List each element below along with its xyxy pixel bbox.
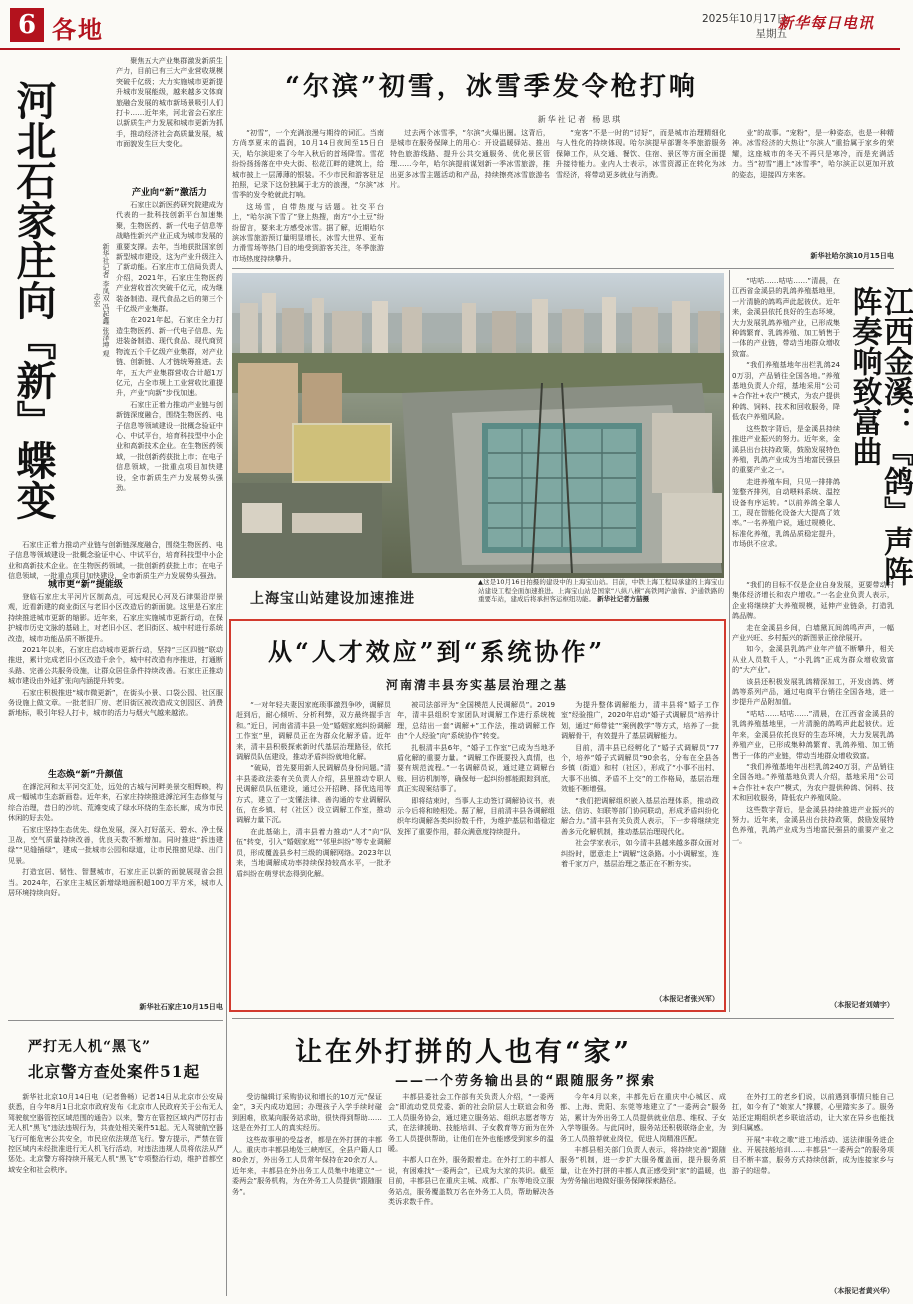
henan-paragraph: 被司法部评为“全国模范人民调解员”。2019年，清丰县组织专家团队对调解工作进行系统梳理，总结出一套“调解+”工作法，推动调解工作由“个人经验”向“系统协作”转变。	[397, 700, 555, 741]
harbin-headline: “尔滨”初雪，冰雪季发令枪打响	[285, 72, 698, 102]
henan-paragraph: “我们把调解组织嵌入基层治理体系，推动政法、信访、妇联等部门协同联动，形成矛盾纠纷化解合力。”清丰县有关负责人表示，下一步将继续完善多元化解机制，推动基层治理现代化。	[561, 795, 719, 836]
jiangxi-paragraph: 走在金溪县乡间，白墙黛瓦间鸽鸣声声，一幅产业兴旺、乡村振兴的新图景正徐徐展开。	[732, 622, 894, 643]
hebei-subhead-city: 城市更“新”提能级	[48, 580, 123, 590]
issue-date: 2025年10月17日	[702, 13, 787, 25]
henan-paragraph: “一对年轻夫妻因家庭琐事激烈争吵，调解员赶到后，耐心倾听、分析利弊，双方最终握手言和。”近日，河南省清丰县一处“婚姻家庭纠纷调解工作室”里，调解员正在为群众化解矛盾。近年来，清丰县积极探索新时代基层治理路径，依托调解员队伍建设，推动矛盾纠纷就地化解。	[236, 700, 391, 762]
hebei-paragraph: 在2021年起，石家庄全力打造生物医药、新一代电子信息、先进装备制造、现代食品、现代商贸物流五个千亿级产业集群，对产业链、创新链、人才链统筹推进。去年，五大产业集群营收合计超1万亿元，占全市规上工业营收比重提升，产业“向新”步伐加速。	[116, 315, 223, 398]
construction-photo	[232, 273, 724, 578]
drone-kicker: 严打无人机“黑飞”	[28, 1039, 152, 1055]
issue-weekday: 星期五	[755, 28, 787, 40]
henan-paragraph: 社会学家表示，如今清丰县越来越多群众面对纠纷时，愿意走上“调解”这条路。小小调解室，连着千家万户，基层治理之基正在不断夯实。	[561, 838, 719, 869]
hebei-body-1	[116, 200, 223, 540]
labor-paragraph: 在外打工的老乡们说，以前遇到事情只能自己扛，如今有了“娘家人”撑腰，心里踏实多了。服务站还定期组织老乡联谊活动，让大家在异乡也能找到归属感。	[732, 1092, 894, 1133]
jiangxi-paragraph: “我们的目标不仅是企业自身发展，更要带动村集体经济增长和农户增收。”一名企业负责人表示，企业将继续扩大养殖规模，延伸产业链条，打造乳鸽品牌。	[732, 580, 894, 621]
jiangxi-paragraph: 这些数字背后，是金溪县持续推进产业振兴的努力。近年来，金溪县出台扶持政策，鼓励发展特色养殖，乳鸽产业成为当地富民强县的重要产业之一。	[732, 804, 894, 845]
hebei-paragraph: 石家庄正着力推动产业链与创新链深度融合，围绕生物医药、电子信息等领域建设一批概念验证中心、中试平台，培育科技型中小企业和高新技术企业。在生物医药领域，一批创新药获批上市；在电子信息领域，一批重点项目加快建设，全市新质生产力发展势头强劲。	[8, 540, 223, 581]
labor-paragraph: 受访编辑订采购协议和增长的10万元“保证金”，3天内成功追回；办理孩子入学手续时碰到困难，欧某向服务站求助，很快得到帮助……这是在外打工人的真实经历。	[232, 1092, 382, 1133]
photo-credit: 新华社记者方喆摄	[597, 595, 650, 604]
jiangxi-col-a	[732, 276, 840, 576]
divider	[232, 268, 894, 269]
henan-col-3	[561, 700, 719, 992]
henan-endnote: （本报记者张兴军）	[655, 994, 719, 1003]
labor-paragraph: 今年4月以来，丰都先后在重庆中心城区、成都、上海、贵阳、东莞等地建立了“一委两会”服务站，累计为外出务工人员提供就业信息、维权、子女入学等服务。与此同时，服务站还积极联络企业，为务工人员推荐就业岗位，促进人岗精准匹配。	[560, 1092, 726, 1143]
henan-headline: 从“人才效应”到“系统协作”	[268, 637, 606, 666]
jiangxi-paragraph: 这些数字背后，是金溪县持续推进产业振兴的努力。近年来，金溪县出台扶持政策，鼓励发展特色养殖，乳鸽产业成为当地富民强县的重要产业之一。	[732, 423, 840, 475]
harbin-paragraph: “宠客”不是一时的“讨好”，而是城市治理精细化与人性化的持续体现。哈尔滨提早部署冬季旅游服务保障工作，从交通、餐饮、住宿、景区等方面全面提升接待能力。业内人士表示，冰雪资源正在转化为冰雪经济，将带动更多就业与消费。	[556, 128, 726, 179]
labor-paragraph: 丰都县相关部门负责人表示，将持续完善“跟随服务”机制，进一步扩大服务覆盖面，提升服务质量，让在外打拼的丰都人真正感受到“家”的温暖，也为劳务输出地做好服务保障探索路径。	[560, 1145, 726, 1186]
drone-text	[8, 1092, 223, 1297]
section-title: 各地	[52, 15, 104, 44]
hebei-headline: 河北石家庄向『新』蝶变	[10, 80, 57, 520]
hebei-paragraph: 登临石家庄太平河片区制高点，可远观民心河及石津渠沿岸景观，近看新建的商业街区与老旧小区改造后的新面貌。这里是石家庄持续推进城市更新的缩影。近年来，石家庄实施城市更新行动，在保护城市历史文脉的基础上，对老旧小区、老旧街区、城中村进行系统改造，城市功能品质不断提升。	[8, 592, 223, 643]
page-number: 6	[10, 8, 44, 42]
hebei-intro-text: 聚焦五大产业集群激发新质生产力，目前已有三大产业营收规模突破千亿级；大力实施城市更新提升城市发展能级，越来越多文体商旅融合发展的城市新场景吸引人们打卡……近年来，河北省会石家庄以新质生产力发展和城市更新为抓手，推动经济社会高质量发展，城市面貌发生巨大变化。	[116, 56, 223, 149]
labor-endnote: （本报记者黄兴华）	[830, 1286, 894, 1295]
hebei-paragraph: 石家庄正着力推动产业链与创新链深度融合，围绕生物医药、电子信息等领域建设一批概念验证中心、中试平台，培育科技型中小企业和高新技术企业。在生物医药领域，一批创新药获批上市；在电子信息领域，一批重点项目加快建设，全市新质生产力发展势头强劲。	[116, 399, 223, 492]
divider	[232, 1018, 894, 1019]
jiangxi-headline: 江西金溪：『鸽』声阵阵奏响致富曲	[846, 286, 913, 586]
column-divider	[226, 56, 227, 1296]
jiangxi-paragraph: “我们养殖基地年出栏乳鸽240万羽，产品销往全国各地。”养殖基地负责人介绍，基地采用“公司+合作社+农户”模式，为农户提供种鸽、饲料、技术和回收服务，降低农户养殖风险。	[732, 360, 840, 422]
column-divider	[729, 270, 730, 1012]
divider	[8, 1020, 223, 1021]
hebei-paragraph: 石家庄以新医药研究院建成为代表的一批科技创新平台加速集聚，生物医药、新一代电子信息等战略性新兴产业正成为城市发展的重要支撑。去年，当地获批国家创新型城市建设，这为产业升级注入了新动能。石家庄市工信局负责人介绍，2021年，石家庄生物医药产业营收首次突破千亿元，成为继装备制造、现代食品之后的第三个千亿级产业集群。	[116, 200, 223, 314]
henan-paragraph: 扎根清丰县6年，“婚子工作室”已成为当地矛盾化解的重要力量。“调解工作既要投入真情，也要有规范流程。”一名调解员说，通过建立调解台账、回访机制等，确保每一起纠纷都能跟踪到底，真正实现案结事了。	[397, 742, 555, 794]
hebei-body-3	[8, 592, 223, 762]
photo-caption-text: ▲这是10月16日拍摄的建设中的上海宝山站。目前，中铁上海工程局承建的上海宝山站建设工程全面加速推进。上海宝山站是国家“八纵八横”高铁网沪渝蓉、沪通铁路的重要车站，建成后将承担客运枢纽功能。	[478, 578, 724, 604]
masthead	[0, 0, 900, 50]
jiangxi-paragraph: “我们养殖基地年出栏乳鸽240万羽，产品销往全国各地。”养殖基地负责人介绍，基地采用“公司+合作社+农户”模式，为农户提供种鸽、饲料、技术和回收服务，降低农户养殖风险。	[732, 761, 894, 803]
henan-paragraph: “破局，首先要用新人民调解员身份问题。”清丰县委政法委有关负责人介绍，县里推动专职人民调解员队伍建设，通过公开招聘、择优选用等方式，建立了一支懂法律、善沟通的专业调解队伍，在乡镇、村（社区）设立调解工作室，推动调解力量下沉。	[236, 763, 391, 825]
harbin-col-4	[732, 128, 894, 248]
issue-date-block	[702, 12, 787, 42]
harbin-paragraph: 业”的故事。“宠粉”，是一种姿态，也是一种精神。冰雪经济的大热让“尔滨人”重拾属于家乡的荣耀，这座城市的冬天不再只是寒冷，而是充满活力。当“初雪”遇上“冰雪季”，哈尔滨正以更加开放的姿态，迎接四方来客。	[732, 128, 894, 179]
labor-headline: 让在外打拼的人也有“家”	[295, 1037, 633, 1068]
harbin-paragraph: 这场雪，自带热度与话题。社交平台上，“哈尔滨下雪了”登上热搜，南方“小土豆”纷纷留言，要来北方感受冰雪。据了解，近期哈尔滨冰雪旅游预订量明显增长，冰雪大世界、亚布力滑雪场等热门目的地受到游客关注，冬季旅游市场热度持续攀升。	[232, 201, 384, 263]
construction-photo-illustration	[232, 273, 724, 578]
henan-col-1	[236, 700, 391, 1005]
jiangxi-paragraph: 走进养殖车间，只见一排排鸽笼整齐排列，自动喂料系统、温控设备有序运转。“以前养鸽全靠人工，现在智能化设备大大提高了效率。”一名养殖户说，通过规模化、标准化养殖，乳鸽品质稳定提升，市场供不应求。	[732, 476, 840, 549]
harbin-col-2	[390, 128, 550, 268]
henan-paragraph: 为提升整体调解能力，清丰县将“婚子工作室”经验推广，2020年启动“婚子式调解员”培养计划，通过“师带徒”“案例教学”等方式，培养了一批调解骨干，有效提升了基层调解能力。	[561, 700, 719, 741]
labor-paragraph: 丰都人口在外，服务跟着走。在外打工的丰都人说，有困难找“一委两会”，已成为大家的共识。截至目前，丰都县已在重庆主城、成都、广东等地设立服务站点，服务覆盖数万名在外务工人员，帮助解决各类诉求数千件。	[388, 1155, 554, 1207]
hebei-paragraph: 石家庄坚持生态优先、绿色发展，深入打好蓝天、碧水、净土保卫战，空气质量持续改善，优良天数不断增加。同时推进“拆违建绿”“见缝插绿”，建成一批城市公园和绿道，让市民推窗见绿、出门见景。	[8, 824, 223, 865]
jiangxi-paragraph: “咕咕……咕咕……”清晨，在江西省金溪县的乳鸽养殖基地里，一片清脆的鸽鸣声此起彼伏。近年来，金溪县依托良好的生态环境，大力发展乳鸽养殖产业，已形成集种鸽繁育、乳鸽养殖、加工销售于一体的产业链，带动当地群众增收致富。	[732, 708, 894, 760]
henan-paragraph: 在此基础上，清丰县着力推动“人才”向“队伍”转变，引入“婚姻家庭”“邻里纠纷”等专业调解员，形成覆盖县乡村三级的调解网络。2023年以来，当地调解成功率持续保持较高水平，一批矛盾纠纷在萌芽状态得到化解。	[236, 826, 391, 878]
harbin-col-1	[232, 128, 384, 268]
hebei-body-2	[8, 540, 223, 581]
drone-paragraph: 新华社北京10月14日电（记者鲁畅）记者14日从北京市公安局获悉，自今年8月1日北京市政府发布《北京市人民政府关于公布无人驾驶航空器管控区域范围的通告》以来，警方在管控区域内严厉打击无人机“黑飞”违法违规行为，共查处相关案件51起。无人驾驶航空器飞行可能危害公共安全，市民应依法规范飞行。警方提示，严禁在管控区域内未经批准进行无人机飞行活动，对违法违规人员将依法从严惩处。北京警方将持续开展无人机“黑飞”专项整治行动，维护首都空域安全和社会秩序。	[8, 1092, 223, 1174]
harbin-col-3	[556, 128, 726, 268]
harbin-paragraph: 过去两个冰雪季，“尔滨”火爆出圈。这背后，是城市在服务保障上的用心：开设温暖驿站、推出特色旅游线路、提升公共交通服务、优化景区管理……今年，哈尔滨提前谋划新一季冰雪旅游，推出更多冰雪主题活动和产品，持续擦亮冰雪旅游名片。	[390, 128, 550, 190]
jiangxi-endnote: （本报记者刘婧宇）	[830, 1000, 894, 1009]
photo-caption	[478, 578, 724, 612]
hebei-paragraph: 在滹沱河和太平河交汇处，远处的古城与河畔美景交相辉映，构成一幅城市生态新画卷。近年来，石家庄持续推进滹沱河生态修复与综合治理，昔日的沙坑、荒滩变成了绿水环绕的生态长廊，成为市民休闲的好去处。	[8, 782, 223, 823]
hebei-paragraph: 打造宜居、韧性、智慧城市，石家庄正以新的面貌展现省会担当。2024年，石家庄主城区新增绿地面积超100万平方米，城市人居环境持续向好。	[8, 867, 223, 898]
hebei-byline: 新华社记者 李凤双 冯起鑫 张泽坤 观志宏	[93, 243, 110, 357]
hebei-body-4	[8, 782, 223, 982]
harbin-paragraph: “初雪”，一个充满浪漫与期待的词汇。当南方尚享夏末的温润，10月14日夜间至15日白天，哈尔滨迎来了今年入秋后的首场降雪。雪花纷纷扬扬落在中央大街、松花江畔的建筑上，给城市披上一层薄薄的银装。不少市民和游客驻足拍照，记录下这份独属于北方的浪漫，“尔滨”冰雪季的发令枪就此打响。	[232, 128, 384, 200]
labor-subtitle: ——一个劳务输出县的“跟随服务”探索	[395, 1074, 657, 1089]
jiangxi-paragraph: “咕咕……咕咕……”清晨，在江西省金溪县的乳鸽养殖基地里，一片清脆的鸽鸣声此起彼伏。近年来，金溪县依托良好的生态环境，大力发展乳鸽养殖产业，已形成集种鸽繁育、乳鸽养殖、加工销售于一体的产业链，带动当地群众增收致富。	[732, 276, 840, 358]
jiangxi-paragraph: 如今，金溪县乳鸽产业年产值不断攀升，相关从业人员数千人，“小乳鸽”正成为群众增收致富的“大产业”。	[732, 644, 894, 675]
henan-subtitle: 河南清丰县夯实基层治理之基	[386, 678, 569, 692]
labor-paragraph: 丰都县委社会工作部有关负责人介绍，“一委两会”即流动党员党委、新的社会阶层人士联谊会和务工人员服务协会，通过建立服务站、组织志愿者等方式，在法律援助、技能培训、子女教育等方面为在外务工人员提供帮助，让他们在外也能感受到家乡的温暖。	[388, 1092, 554, 1154]
jiangxi-paragraph: 该县还积极发展乳鸽精深加工，开发卤鸽、烤鸽等系列产品，通过电商平台销往全国各地，进一步提升产品附加值。	[732, 676, 894, 707]
hebei-dateline: 新华社石家庄10月15日电	[139, 1002, 223, 1011]
labor-col-2	[388, 1092, 554, 1298]
jiangxi-col-b	[732, 580, 894, 998]
labor-paragraph: 开展“丰收之歌”进工地活动、送法律服务进企业、开展技能培训……丰都县“一委两会”的服务项目不断丰富，服务方式持续创新，成为连接家乡与游子的纽带。	[732, 1134, 894, 1175]
hebei-paragraph: 石家庄积极推进“城市微更新”，在街头小景、口袋公园、社区服务设施上做文章。一批老旧厂房、老旧街区被改造成文创园区、消费新地标，吸引年轻人打卡，城市的活力与烟火气越来越浓。	[8, 687, 223, 718]
photo-caption-title: 上海宝山站建设加速推进	[250, 591, 415, 607]
henan-paragraph: 即将结束时，当事人主动签订调解协议书，表示今后将和睦相处。据了解，目前清丰县各调解组织年均调解各类纠纷数千件，为维护基层和谐稳定发挥了重要作用，群众满意度持续提升。	[397, 795, 555, 836]
hebei-paragraph: 2021年以来，石家庄启动城市更新行动，坚持“三区四链”联动推进，累计完成老旧小区改造千余个，城中村改造有序推进，打通断头路、完善公共服务设施，让群众居住条件持续改善。石家庄正推动城市建设由外延扩张向内涵提升转变。	[8, 645, 223, 686]
drone-headline: 北京警方查处案件51起	[28, 1062, 201, 1081]
labor-paragraph: 这些故事里的受益者，都是在外打拼的丰都人。重庆市丰都县地处三峡库区，全县户籍人口80余万，外出务工人员常年保持在20余万人。近年来，丰都县在外出务工人员集中地建立“一委两会”服务机构，为在外务工人员提供“跟随服务”。	[232, 1134, 382, 1196]
harbin-dateline: 新华社哈尔滨10月15日电	[810, 251, 894, 260]
harbin-byline: 新华社记者 杨思琪	[537, 115, 623, 124]
newspaper-name: 新华每日电讯	[778, 14, 875, 32]
henan-col-2	[397, 700, 555, 1005]
hebei-subhead-eco: 生态焕“新”升颜值	[48, 770, 123, 780]
henan-paragraph: 目前，清丰县已经孵化了“婚子式调解员”77个，培养“婚子式调解员”90余名，分布在全县各乡镇（街道）和村（社区），形成了“小事不出村、大事不出镇、矛盾不上交”的工作格局，基层治理效能不断增强。	[561, 742, 719, 794]
labor-col-1	[232, 1092, 382, 1298]
labor-col-3	[560, 1092, 726, 1298]
hebei-subhead-industry: 产业向“新”激活力	[132, 188, 207, 198]
labor-col-4	[732, 1092, 894, 1284]
